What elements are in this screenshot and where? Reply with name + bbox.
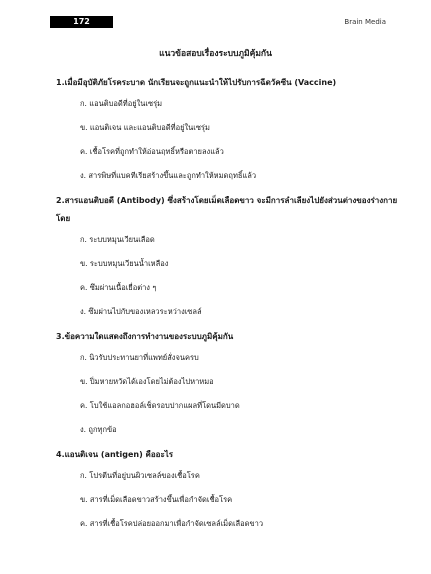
page-title: แนวข้อสอบเรื่องระบบภูมิคุ้มกัน xyxy=(159,49,272,59)
choice-c: ค. ซึมผ่านเนื้อเยื่อต่าง ๆ xyxy=(80,283,157,292)
page-number-badge xyxy=(50,16,113,28)
choice-d: ง. ซึมผ่านไปกับของเหลวระหว่างเซลล์ xyxy=(80,307,202,316)
choice-a: ก. โปรตีนที่อยู่บนผิวเซลล์ของเชื้อโรค xyxy=(80,471,200,480)
publisher-name: Brain Media xyxy=(344,18,386,26)
question-text: 1.เมื่อมีอุบัติภัยโรคระบาด นักเรียนจะถูกแนะนำให้ไปรับการฉีดวัคซีน (Vaccine) xyxy=(56,78,337,87)
choice-b: ข. ปิ่มหายหวัดได้เองโดยไม่ต้องไปหาหมอ xyxy=(80,377,214,386)
page-number: 172 xyxy=(73,17,90,26)
choice-d: ง. ถูกทุกข้อ xyxy=(80,425,117,434)
choice-a: ก. แอนติบอดีที่อยู่ในเซรุ่ม xyxy=(80,99,163,108)
question-block xyxy=(56,74,401,188)
question-text: 3.ข้อความใดแสดงถึงการทำงานของระบบภูมิคุ้มกัน xyxy=(56,332,234,341)
choice-a: ก. นิวรับประทานยาที่แพทย์สั่งจนครบ xyxy=(80,353,199,362)
choice-b: ข. แอนติเจน และแอนติบอดีที่อยู่ในเซรุ่ม xyxy=(80,123,210,132)
choice-b: ข. ระบบหมุนเวียนน้ำเหลือง xyxy=(80,259,169,268)
question-text: 4.แอนติเจน (antigen) คืออะไร xyxy=(56,450,174,459)
choice-c: ค. สารที่เชื้อโรคปล่อยออกมาเพื่อกำจัดเซลล์เม็ดเลือดขาว xyxy=(80,519,264,528)
question-block xyxy=(56,192,401,324)
choice-d: ง. สารพิษที่แบคทีเรียสร้างขึ้นและถูกทำให้หมดฤทธิ์แล้ว xyxy=(80,171,257,180)
choice-a: ก. ระบบหมุนเวียนเลือด xyxy=(80,235,155,244)
choice-c: ค. เชื้อโรคที่ถูกทำให้อ่อนฤทธิ์หรือตายลงแล้ว xyxy=(80,147,224,156)
choice-b: ข. สารที่เม็ดเลือดขาวสร้างขึ้นเพื่อกำจัดเชื้อโรค xyxy=(80,495,233,504)
question-text: 2.สารแอนติบอดี (Antibody) ซึ่งสร้างโดยเม็ดเลือดขาว จะมีการลำเลียงไปยังส่วนต่างของร่างกายโดย xyxy=(56,196,398,223)
choice-c: ค. โบใช้แอลกอฮอล์เช็ดรอบปากแผลที่โดนมีดบาด xyxy=(80,401,240,410)
question-list xyxy=(56,74,401,536)
question-block xyxy=(56,328,401,442)
question-block xyxy=(56,446,401,536)
